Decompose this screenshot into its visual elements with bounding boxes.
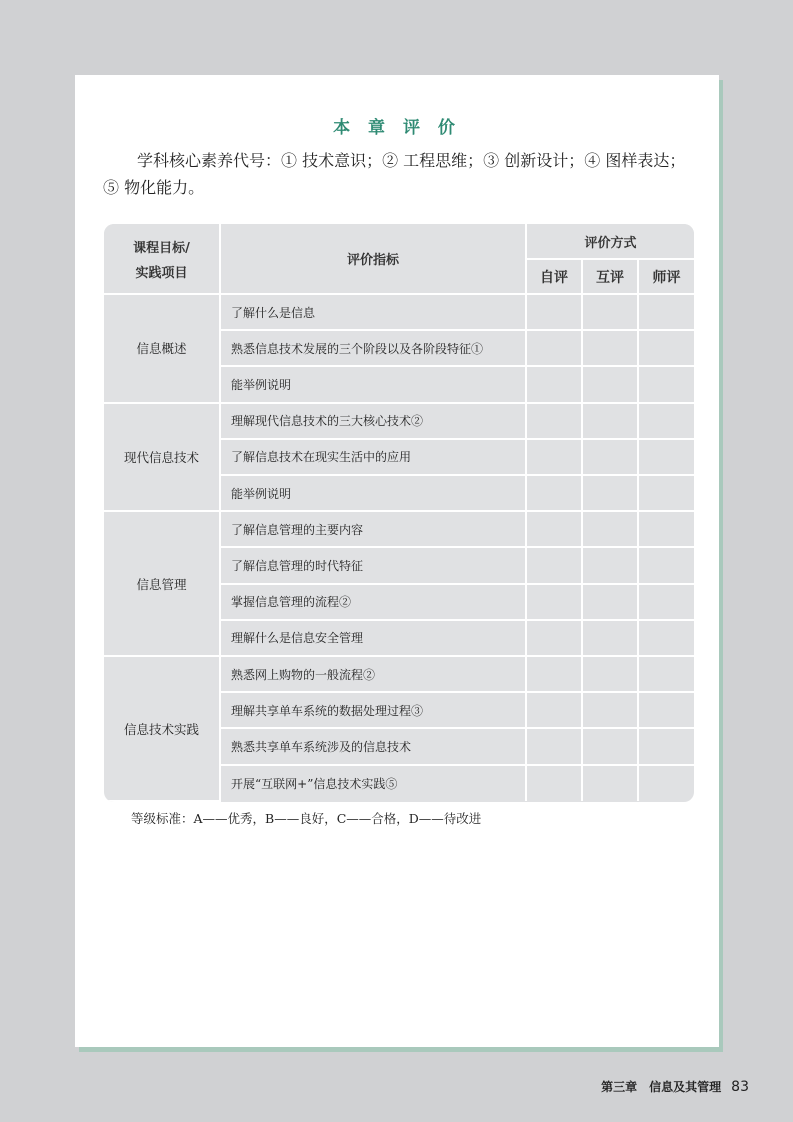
group-info-overview: 信息概述 <box>104 294 220 403</box>
header-course-goal-line2: 实践项目 <box>135 265 188 281</box>
teacher-eval-cell[interactable] <box>638 620 694 656</box>
indicator-cell: 开展“互联网+”信息技术实践⑤ <box>220 765 526 801</box>
header-method: 评价方式 <box>526 224 694 259</box>
group-info-management: 信息管理 <box>104 511 220 656</box>
indicator-cell: 掌握信息管理的流程② <box>220 584 526 620</box>
table-row <box>104 511 694 547</box>
peer-eval-cell[interactable] <box>582 656 638 692</box>
self-eval-cell[interactable] <box>526 511 582 547</box>
peer-eval-cell[interactable] <box>582 366 638 402</box>
self-eval-cell[interactable] <box>526 439 582 475</box>
peer-eval-cell[interactable] <box>582 403 638 439</box>
indicator-cell: 了解信息技术在现实生活中的应用 <box>220 439 526 475</box>
section-title: 本 章 评 价 <box>333 118 461 138</box>
page-number: 83 <box>731 1079 749 1095</box>
table-row <box>104 656 694 692</box>
group-it-practice: 信息技术实践 <box>104 656 220 801</box>
teacher-eval-cell[interactable] <box>638 366 694 402</box>
teacher-eval-cell[interactable] <box>638 439 694 475</box>
self-eval-cell[interactable] <box>526 728 582 764</box>
grading-standard: 等级标准：A——优秀，B——良好，C——合格，D——待改进 <box>131 811 482 826</box>
self-eval-cell[interactable] <box>526 366 582 402</box>
indicator-cell: 了解信息管理的时代特征 <box>220 547 526 583</box>
peer-eval-cell[interactable] <box>582 547 638 583</box>
group-modern-it: 现代信息技术 <box>104 403 220 512</box>
peer-eval-cell[interactable] <box>582 439 638 475</box>
self-eval-cell[interactable] <box>526 692 582 728</box>
intro-paragraph: 学科核心素养代号：① 技术意识；② 工程思维；③ 创新设计；④ 图样表达；⑤ 物化能力。 <box>103 151 686 197</box>
indicator-cell: 能举例说明 <box>220 366 526 402</box>
peer-eval-cell[interactable] <box>582 728 638 764</box>
self-eval-cell[interactable] <box>526 547 582 583</box>
teacher-eval-cell[interactable] <box>638 656 694 692</box>
teacher-eval-cell[interactable] <box>638 294 694 330</box>
indicator-cell: 熟悉信息技术发展的三个阶段以及各阶段特征① <box>220 330 526 366</box>
indicator-cell: 理解什么是信息安全管理 <box>220 620 526 656</box>
header-indicator: 评价指标 <box>220 224 526 294</box>
teacher-eval-cell[interactable] <box>638 584 694 620</box>
self-eval-cell[interactable] <box>526 403 582 439</box>
teacher-eval-cell[interactable] <box>638 511 694 547</box>
header-self: 自评 <box>526 259 582 294</box>
peer-eval-cell[interactable] <box>582 475 638 511</box>
header-course-goal-line1: 课程目标/ <box>133 240 190 256</box>
header-teacher: 师评 <box>638 259 694 294</box>
page-footer <box>601 1078 749 1095</box>
self-eval-cell[interactable] <box>526 584 582 620</box>
header-course-goal <box>104 224 220 294</box>
self-eval-cell[interactable] <box>526 765 582 801</box>
peer-eval-cell[interactable] <box>582 330 638 366</box>
teacher-eval-cell[interactable] <box>638 330 694 366</box>
teacher-eval-cell[interactable] <box>638 475 694 511</box>
indicator-cell: 理解共享单车系统的数据处理过程③ <box>220 692 526 728</box>
indicator-cell: 了解信息管理的主要内容 <box>220 511 526 547</box>
chapter-title: 第三章 信息及其管理 <box>601 1080 722 1094</box>
header-peer: 互评 <box>582 259 638 294</box>
self-eval-cell[interactable] <box>526 294 582 330</box>
peer-eval-cell[interactable] <box>582 692 638 728</box>
page <box>75 75 719 1047</box>
table-row <box>104 403 694 439</box>
indicator-cell: 理解现代信息技术的三大核心技术② <box>220 403 526 439</box>
teacher-eval-cell[interactable] <box>638 728 694 764</box>
indicator-cell: 熟悉共享单车系统涉及的信息技术 <box>220 728 526 764</box>
indicator-cell: 了解什么是信息 <box>220 294 526 330</box>
table-row <box>104 294 694 330</box>
peer-eval-cell[interactable] <box>582 620 638 656</box>
self-eval-cell[interactable] <box>526 330 582 366</box>
teacher-eval-cell[interactable] <box>638 547 694 583</box>
indicator-cell: 能举例说明 <box>220 475 526 511</box>
teacher-eval-cell[interactable] <box>638 403 694 439</box>
peer-eval-cell[interactable] <box>582 765 638 801</box>
evaluation-table-container <box>104 224 694 802</box>
self-eval-cell[interactable] <box>526 656 582 692</box>
evaluation-table <box>104 224 694 802</box>
teacher-eval-cell[interactable] <box>638 692 694 728</box>
self-eval-cell[interactable] <box>526 475 582 511</box>
peer-eval-cell[interactable] <box>582 511 638 547</box>
teacher-eval-cell[interactable] <box>638 765 694 801</box>
indicator-cell: 熟悉网上购物的一般流程② <box>220 656 526 692</box>
peer-eval-cell[interactable] <box>582 294 638 330</box>
self-eval-cell[interactable] <box>526 620 582 656</box>
peer-eval-cell[interactable] <box>582 584 638 620</box>
